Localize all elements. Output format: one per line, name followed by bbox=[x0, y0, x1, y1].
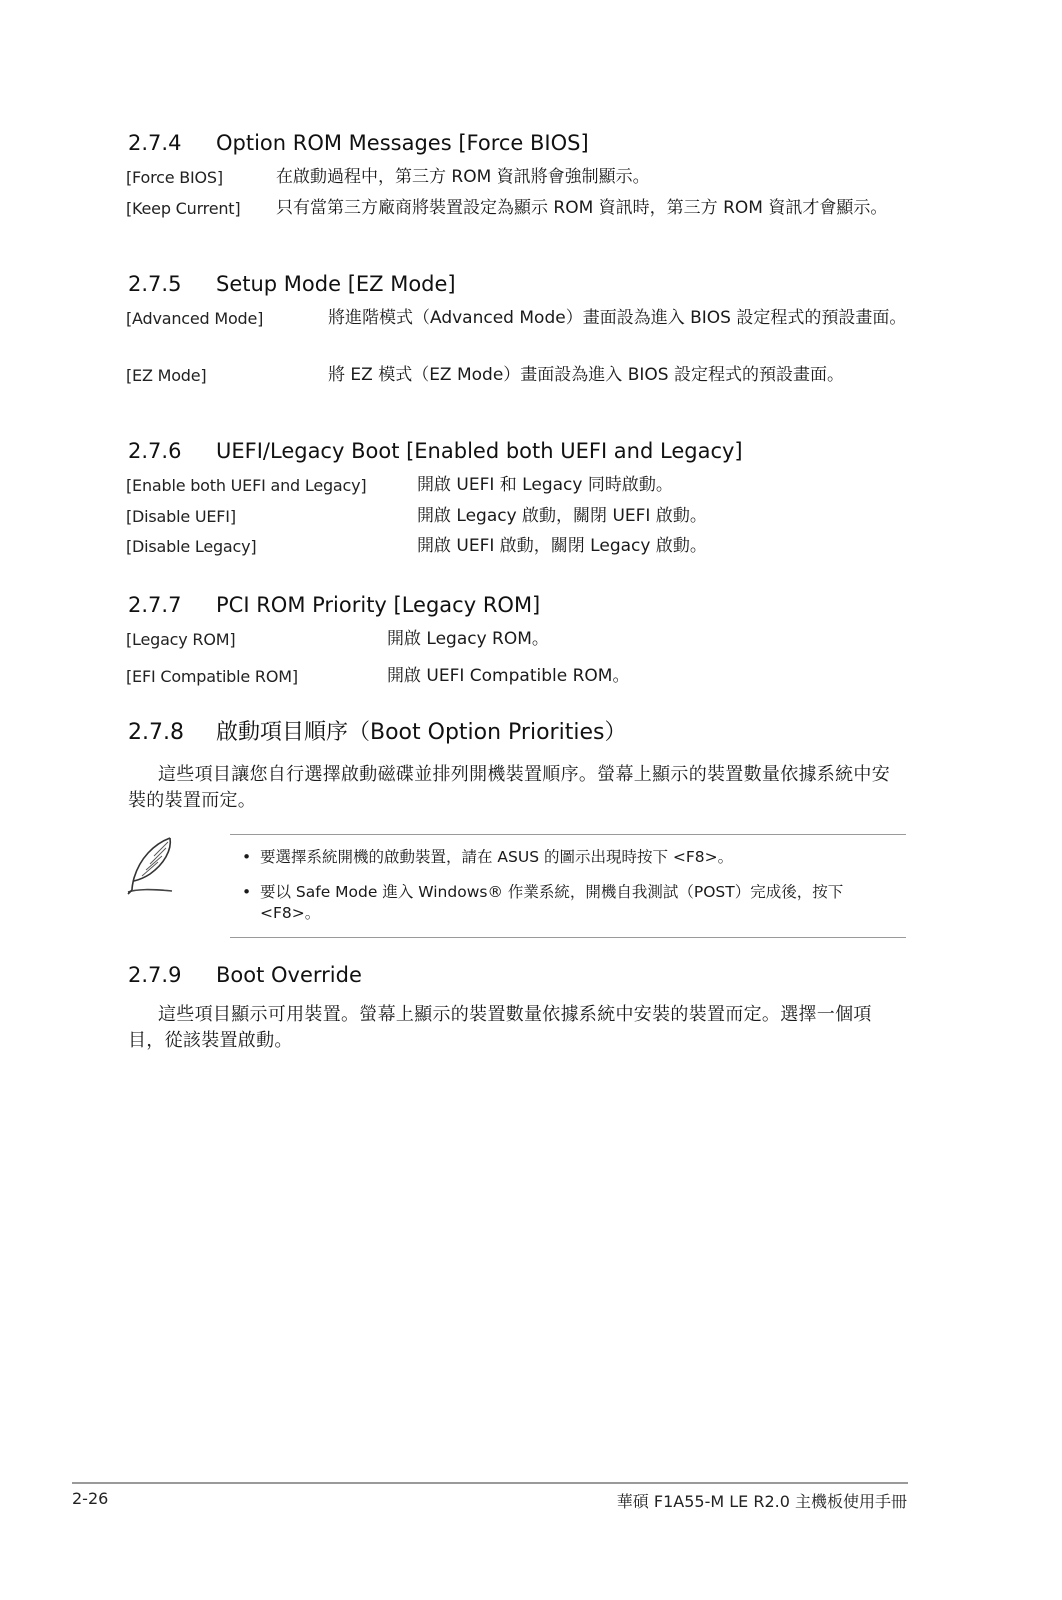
section-boot-option-priorities bbox=[128, 720, 910, 746]
option-description: 只有當第三方廠商將裝置設定為顯示 ROM 資訊時，第三方 ROM 資訊才會顯示。 bbox=[276, 198, 888, 218]
option-label: [Legacy ROM] bbox=[126, 630, 236, 649]
section-paragraph bbox=[128, 1002, 908, 1054]
section-title: Option ROM Messages [Force BIOS] bbox=[216, 131, 589, 155]
option-description: 開啟 UEFI Compatible ROM。 bbox=[387, 666, 630, 686]
option-row bbox=[128, 197, 910, 220]
option-description: 將進階模式（Advanced Mode）畫面設為進入 BIOS 設定程式的預設畫面。 bbox=[328, 308, 907, 328]
option-row bbox=[128, 628, 910, 651]
note-box bbox=[230, 834, 906, 938]
section-number: 2.7.9 bbox=[128, 963, 182, 987]
option-row bbox=[128, 307, 910, 330]
option-row bbox=[128, 166, 910, 189]
manual-title: 華碩 F1A55-M LE R2.0 主機板使用手冊 bbox=[616, 1492, 907, 1511]
section-option-rom-messages bbox=[128, 130, 910, 156]
section-title: Boot Override bbox=[216, 963, 362, 987]
option-row bbox=[128, 364, 910, 387]
option-label: [EZ Mode] bbox=[126, 366, 207, 385]
option-label: [Enable both UEFI and Legacy] bbox=[126, 476, 367, 495]
section-heading bbox=[128, 438, 910, 464]
section-uefi-legacy-boot bbox=[128, 438, 910, 464]
option-label: [Disable Legacy] bbox=[126, 537, 257, 556]
section-paragraph bbox=[128, 762, 908, 814]
note-text: 要以 Safe Mode 進入 Windows® 作業系統，開機自我測試（POST）完成後，按下 <F8>。 bbox=[260, 883, 844, 922]
option-row bbox=[128, 535, 910, 558]
note-text: 要選擇系統開機的啟動裝置，請在 ASUS 的圖示出現時按下 <F8>。 bbox=[260, 848, 734, 866]
section-heading bbox=[128, 271, 910, 297]
bullet: • bbox=[242, 848, 252, 866]
option-label: [EFI Compatible ROM] bbox=[126, 667, 298, 686]
section-heading bbox=[128, 962, 910, 988]
option-description: 將 EZ 模式（EZ Mode）畫面設為進入 BIOS 設定程式的預設畫面。 bbox=[328, 365, 844, 385]
option-description: 開啟 UEFI 和 Legacy 同時啟動。 bbox=[417, 475, 673, 495]
page-number: 2-26 bbox=[72, 1489, 109, 1508]
section-title: UEFI/Legacy Boot [Enabled both UEFI and Legacy] bbox=[216, 439, 743, 463]
section-pci-rom-priority bbox=[128, 592, 910, 618]
option-label: [Disable UEFI] bbox=[126, 507, 236, 526]
option-label: [Keep Current] bbox=[126, 199, 241, 218]
section-number: 2.7.6 bbox=[128, 439, 182, 463]
bullet: • bbox=[242, 883, 252, 901]
section-heading bbox=[128, 130, 910, 156]
option-description: 開啟 Legacy 啟動，關閉 UEFI 啟動。 bbox=[417, 506, 707, 526]
section-title: Setup Mode [EZ Mode] bbox=[216, 272, 456, 296]
section-heading bbox=[128, 592, 910, 618]
paragraph-text: 這些項目顯示可用裝置。螢幕上顯示的裝置數量依據系統中安裝的裝置而定。選擇一個項目，從該裝置啟動。 bbox=[128, 1004, 872, 1051]
option-label: [Advanced Mode] bbox=[126, 309, 264, 328]
section-number: 2.7.4 bbox=[128, 131, 182, 155]
feather-pen-icon bbox=[124, 834, 180, 896]
option-description: 開啟 Legacy ROM。 bbox=[387, 629, 549, 649]
section-number: 2.7.7 bbox=[128, 593, 182, 617]
section-heading bbox=[128, 720, 910, 746]
option-label: [Force BIOS] bbox=[126, 168, 223, 187]
option-description: 開啟 UEFI 啟動，關閉 Legacy 啟動。 bbox=[417, 536, 707, 556]
section-number: 2.7.5 bbox=[128, 272, 182, 296]
option-row bbox=[128, 474, 910, 497]
section-title: 啟動項目順序（Boot Option Priorities） bbox=[216, 720, 627, 745]
footer-divider bbox=[72, 1482, 908, 1484]
option-row bbox=[128, 505, 910, 528]
section-boot-override bbox=[128, 962, 910, 988]
section-number: 2.7.8 bbox=[128, 720, 184, 745]
note-item bbox=[230, 847, 906, 868]
paragraph-text: 這些項目讓您自行選擇啟動磁碟並排列開機裝置順序。螢幕上顯示的裝置數量依據系統中安裝的裝置而定。 bbox=[128, 764, 890, 811]
section-title: PCI ROM Priority [Legacy ROM] bbox=[216, 593, 541, 617]
option-description: 在啟動過程中，第三方 ROM 資訊將會強制顯示。 bbox=[276, 167, 650, 187]
option-row bbox=[128, 665, 910, 688]
note-item bbox=[230, 882, 880, 924]
section-setup-mode bbox=[128, 271, 910, 297]
